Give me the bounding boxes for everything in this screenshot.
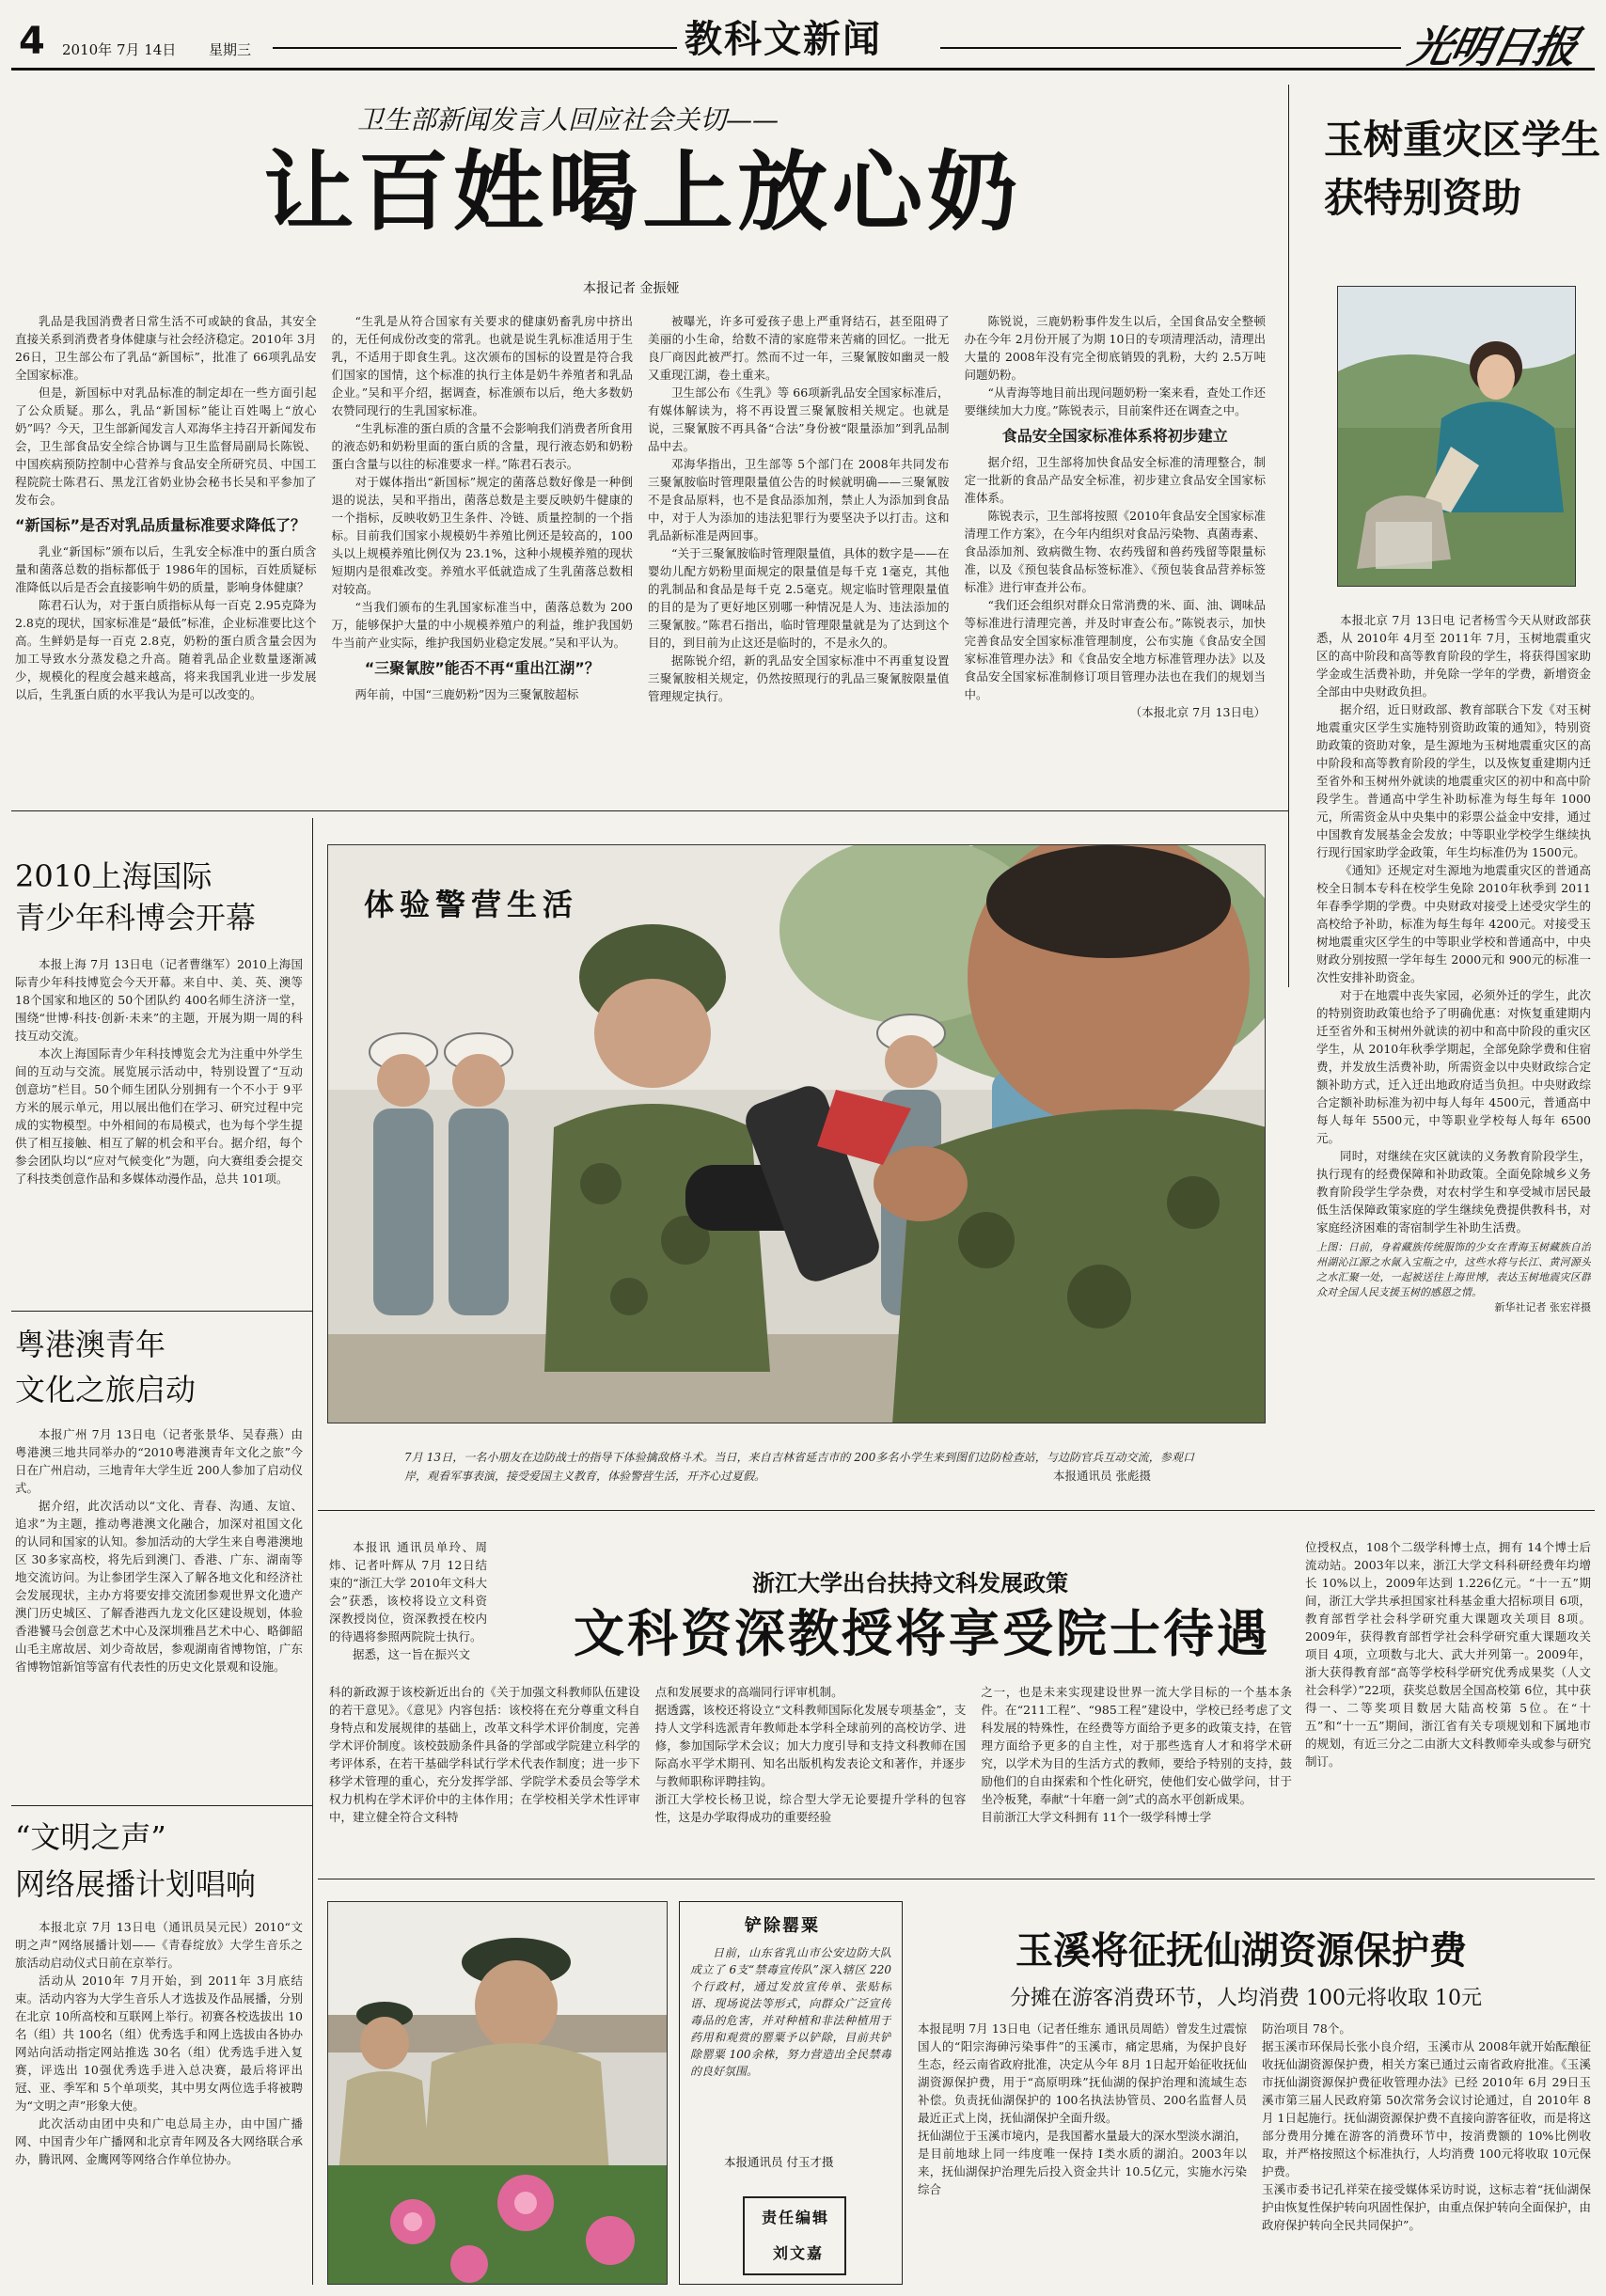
page-number: 4 bbox=[19, 20, 45, 63]
border-photo-illustration bbox=[328, 1902, 668, 2285]
editor-label: 责任编辑 bbox=[762, 2209, 830, 2226]
expo-body bbox=[15, 955, 303, 1305]
milk-paragraph: 但是，新国标中对乳品标准的制定却在一些方面引起了公众质疑。那么，乳品“新国标”能让百姓喝上“放心奶”吗？今天，卫生部新闻发言人邓海华主持召开新闻发布会，卫生部食品安全综合协调与卫生监督局副局长陈锐、中国疾病预防控制中心营养与食品安全所研究员、中国工程院院士陈君石、黑龙江省奶业协会秘书长吴和平参加了发布会。 bbox=[15, 385, 317, 507]
milk-paragraph: 对于媒体指出“新国标”规定的菌落总数好像是一种倒退的说法，吴和平指出，菌落总数是主要反映奶牛健康的一个指标，反映收奶卫生条件、冷链、质量控制的一个指标。目前我们国家小规模奶牛养殖比例还是较高的，100头以上规模养殖比例仅为 23.1%，这种小规模养殖的现状短期内是很难改变。养殖水平低就造成了生乳菌落总数相对较高。 bbox=[331, 475, 633, 596]
milk-paragraph: 卫生部公布《生乳》等 66项新乳品安全国家标准后，有媒体解读为，将不再设置三聚氰胺相关规定。也就是说，三聚氰胺不再具备“合法”身份被“限量添加”到乳品制品中去。 bbox=[648, 385, 950, 453]
zju-column-right: 位授权点，108个二级学科博士点，拥有 14个博士后流动站。2003年以来，浙江大学文科科研经费年均增长 10%以上，2009年达到 1.226亿元。“十一五”期间，浙江大学共承担国家社科基金重大招标项目 6项，教育部哲学社会科学研究重大课题攻关项目 8项。2009年，获得教育部哲学社会科学研究重大课题攻关项目 4项，立项数与北大、武大并列第一。2009年，浙大获得教育部“高等学校科学研究优秀成果奖（人文社会科学）”22项，获奖总数居全国高校第 6位，其中获得一、二等奖项目数居大陆高校第 5位。在“十五”和“十一五”期间，浙江省有关专项规划和下属地市的规划，有近三分之二由浙大文科教师牵头或参与研究制订。 bbox=[1305, 1540, 1591, 1769]
issue-date: 2010年 7月 14日 bbox=[62, 41, 177, 58]
zju-intro bbox=[329, 1538, 487, 1670]
zju-column: 点和发展要求的高端同行评审机制。 据透露，该校还将设立“文科教师国际化发展专项基金”，支持人文学科选派青年教师赴本学科全球前列的高校访学、进修，参加国际学术会议；加大力度引导和支持文科教师在国际高水平学术期刊、知名出版机构发表论文和著作，并逐步与教师职称评聘挂钩。 浙江大学校长杨卫说，综合型大学无论要提升学科的包容性，这是办学取得成功的重要经验 bbox=[654, 1685, 967, 1824]
yushu-photo bbox=[1337, 286, 1576, 587]
police-photo-title: 体验警营生活 bbox=[364, 887, 579, 922]
wenming-headline-1: “文明之声” bbox=[15, 1819, 166, 1855]
yushu-photo-credit: 新华社记者 张宏祥摄 bbox=[1494, 1301, 1591, 1313]
milk-subhead: “三聚氰胺”能否不再“重出江湖”？ bbox=[364, 659, 600, 677]
expo-headline-2: 青少年科博会开幕 bbox=[15, 900, 257, 936]
expo-headline-1: 2010上海国际 bbox=[15, 858, 213, 894]
yushu-headline-1: 玉树重灾区学生 bbox=[1324, 117, 1601, 163]
police-photo bbox=[327, 844, 1266, 1423]
yuxi-headline: 玉溪将征抚仙湖资源保护费 bbox=[1016, 1929, 1467, 1973]
gangao-headline-2: 文化之旅启动 bbox=[15, 1372, 197, 1407]
wenming-paragraph: 本报北京 7月 13日电（通讯员吴元民）2010“文明之声”网络展播计划——《青春绽放》大学生音乐之旅活动启动仪式日前在京举行。 bbox=[15, 1920, 303, 1970]
milk-paragraph: “生乳标准的蛋白质的含量不会影响我们消费者所食用的液态奶和奶粉里面的蛋白质的含量，现行液态奶和奶粉蛋白含量与以往的标准要求一样。”陈君石表示。 bbox=[331, 421, 633, 471]
milk-paragraph: “关于三聚氰胺临时管理限量值，具体的数字是——在婴幼儿配方奶粉里面规定的限量值是每千克 1毫克，其他的乳制品和食品是每千克 2.5毫克。规定临时管理限量值的目的是为了更好地区别哪一种情况是人为、违法添加的三聚氰胺。”陈君石指出，临时管理限量就是为了达到这个目的，到目前为止这还是临时的，不是永久的。 bbox=[648, 546, 950, 650]
editor-name: 刘文嘉 bbox=[773, 2244, 825, 2262]
paper-logo: 光明日报 bbox=[1404, 22, 1582, 72]
yushu-body bbox=[1316, 611, 1591, 1551]
border-police-body: 日前，山东省乳山市公安边防大队成立了 6支“禁毒宣传队”深入辖区 220个行政村，通过发放宣传单、张贴标语、现场说法等形式，向群众广泛宣传毒品的危害，并对种植和非法种植用于药用和观赏的罂粟予以铲除，目前共铲除罂粟 100余株，努力营造出全民禁毒的良好氛围。 bbox=[690, 1946, 891, 2078]
gangao-paragraph: 本报广州 7月 13日电（记者张景华、吴春燕）由粤港澳三地共同举办的“2010粤港澳青年文化之旅”今日在广州启动，三地青年大学生近 200人参加了启动仪式。 bbox=[15, 1427, 303, 1495]
milk-paragraph: 邓海华指出，卫生部等 5个部门在 2008年共同发布三聚氰胺临时管理限量值公告的时候就明确——三聚氰胺不是食品原料，也不是食品添加剂，禁止人为添加到食品中，对于人为添加的违法犯罪行为要坚决予以打击。这和乳品新标准是两回事。 bbox=[648, 457, 950, 543]
section-title: 教科文新闻 bbox=[685, 18, 882, 61]
milk-paragraph: “从青海等地目前出现问题奶粉一案来看，查处工作还要继续加大力度。”陈锐表示，目前案件还在调查之中。 bbox=[964, 385, 1266, 417]
issue-weekday: 星期三 bbox=[209, 41, 252, 58]
expo-paragraph: 本次上海国际青少年科技博览会尤为注重中外学生间的互动与交流。展览展示活动中，特别设置了“互动创意坊”栏目。50个师生团队分别拥有一个不小于 9平方米的展示单元，用以展出他们在学习、研究过程中完成的实物模型。中外相间的布局模式，也为每个学生提供了相互接触、相互了解的机会和平台。据介绍，每个参会团队均以“应对气候变化”为题，向大赛组委会提交了科技类创意作品和多媒体动漫作品，总共 101项。 bbox=[15, 1046, 303, 1186]
milk-paragraph: “我们还会组织对群众日常消费的米、面、油、调味品等标准进行清理完善，并及时审查公布。”陈锐表示，加快完善食品安全国家标准管理制度，公布实施《食品安全国家标准管理办法》和《食品安全地方标准管理办法》以及食品安全国家标准制修订项目管理办法也在我们的规划当中。 bbox=[964, 598, 1266, 701]
yushu-paragraph: 《通知》还规定对生源地为地震重灾区的普通高校全日制本专科在校学生免除 2010年秋季到 2011年春季学期的学费。中央财政对接受上述受灾学生的高校给予补助，标准为每生每年 4200元。对接受玉树地震重灾区学生的中等职业学校和普通高中，中央财政分别按照一学年每生 2000元和 900元的标准一次性安排补助资金。 bbox=[1316, 863, 1591, 984]
border-police-credit: 本报通讯员 付玉才摄 bbox=[724, 2155, 834, 2169]
gangao-paragraph: 据介绍，此次活动以“文化、青春、沟通、友谊、追求”为主题，推动粤港澳文化融合，加深对祖国文化的认同和国家的认知。参加活动的大学生来自粤港澳地区 30多家高校，将先后到澳门、香港、广东、湖南等地交流访问。为让参团学生深入了解各地文化和经济社会发展现状，主办方将要安排交流团参观世界文化遗产澳门历史城区、了解香港西九龙文化区建设规划，体验香港饕马会创意艺术中心及深圳雅昌艺术中心、略御韶山毛主席故居、刘少奇故居，参观湖南省博物馆，广东省博物馆新馆等富有代表性的历史文化景观和设施。 bbox=[15, 1499, 303, 1674]
wenming-paragraph: 此次活动由团中央和广电总局主办，由中国广播网、中国青少年广播网和北京青年网及各大网络联合承办，腾讯网、金鹰网等网络合作单位协办。 bbox=[15, 2116, 303, 2166]
yushu-photo-illustration bbox=[1338, 287, 1576, 587]
zju-paragraph: 本报讯 通讯员单玲、周炜、记者叶辉从 7月 12日结束的“浙江大学 2010年文科大会”获悉，该校将设立文科资深教授岗位，资深教授在校内的待遇将参照两院院士执行。 bbox=[329, 1540, 487, 1643]
wenming-body bbox=[15, 1918, 303, 2287]
zju-paragraph: 据悉，这一旨在振兴文 bbox=[353, 1647, 471, 1661]
milk-paragraph: 乳业“新国标”颁布以后，生乳安全标准中的蛋白质含量和菌落总数的指标都低于 1986年的国标，百姓质疑标准降低以后是否会直接影响牛奶的质量，影响身体健康？ bbox=[15, 544, 317, 594]
police-caption: 7月 13日，一名小朋友在边防战士的指导下体验擒敌格斗术。当日，来自吉林省延吉市的 200多名小学生来到图们边防检查站，与边防官兵互动交流，参观口岸，观看军事表演，接受爱国主义教育，体验警营生活，开齐心过夏假。 bbox=[404, 1451, 1194, 1483]
milk-byline: 本报记者 金振娅 bbox=[583, 281, 680, 296]
milk-paragraph: 陈锐表示，卫生部将按照《2010年食品安全国家标准清理工作方案》，在今年内组织对食品污染物、真菌毒素、食品添加剂、致病微生物、农药残留和兽药残留等限量标准，以及《预包装食品标签标准》、《预包装食品营养标签标准》进行审查并公布。 bbox=[964, 509, 1266, 594]
zju-column: 之一，也是未来实现建设世界一流大学目标的一个基本条件。在“211工程”、“985工程”建设中，学校已经考虑了文科发展的特殊性，在经费等方面给予更多的政策支持，在管理方面给予更多的自主性，对于那些选育人才和将学术研究，以学术为目的生活方式的教师，要给予特别的支持，鼓励他们的自由探索和个性化研究，使他们安心做学问，甘于坐冷板凳，奉献“十年磨一剑”式的高水平创新成果。 目前浙江大学文科拥有 11个一级学科博士学 bbox=[981, 1685, 1292, 1824]
milk-paragraph: 陈锐说，三鹿奶粉事件发生以后，全国食品安全整顿办在今年 2月份开展了为期 10日的专项清理活动，清理出大量的 2008年没有完全彻底销毁的乳粉，大约 2.5万吨问题奶粉。 bbox=[964, 314, 1266, 382]
milk-paragraph: “生乳是从符合国家有关要求的健康奶畜乳房中挤出的，无任何成份改变的常乳。也就是说生乳标准适用于生乳，不适用于即食生乳。这次颁布的国标的设置是符合我们国家的国情，这个标准的执行主体是奶牛养殖者和乳品企业。”吴和平介绍，据调查，标准颁布以后，绝大多数奶农赞同现行的生乳国家标准。 bbox=[331, 314, 633, 417]
zju-body bbox=[329, 1683, 1292, 1871]
gangao-headline-1: 粤港澳青年 bbox=[15, 1327, 166, 1362]
milk-body bbox=[15, 312, 1266, 792]
border-police-photo bbox=[327, 1901, 668, 2285]
yushu-photo-caption: 上图：日前，身着藏族传统服饰的少女在青海玉树藏族自治州湖沁江源之水氤入宝瓶之中，这些水将与长江、黄河源头之水汇聚一处，一起被送往上海世博，表达玉树地震灾区群众对全国人民支援玉树的感恩之情。 bbox=[1316, 1241, 1591, 1298]
expo-paragraph: 本报上海 7月 13日电（记者曹继军）2010上海国际青少年科技博览会今天开幕。来自中、美、英、澳等 18个国家和地区的 50个团队约 400名师生济济一堂，围绕“世博·科技·创新·未来”的主题，开展为期一周的科技互动交流。 bbox=[15, 957, 303, 1043]
zju-column: 科的新政源于该校新近出台的《关于加强文科教师队伍建设的若干意见》。《意见》内容包括：该校将在充分尊重文科自身特点和发展规律的基础上，改革文科学术评价制度，完善学术评价制度。该校鼓励条件具备的学部或学院建立科学的考评体系，在若干基础学科试行学术代表作制度；进一步下移学术管理的重心，充分发挥学部、学院学术委员会等学术权力机构在学术评价中的主体作用；在学校相关学术性评审中，建立健全符合文科特 bbox=[329, 1685, 640, 1824]
milk-paragraph: 陈君石认为，对于蛋白质指标从每一百克 2.95克降为 2.8克的现状，国家标准是“最低”标准，企业标准要比这个高。生鲜奶是每一百克 2.8克，奶粉的蛋白质含量会因为加工导致水分蒸发稳之升高。随着乳品企业数量逐渐减少，规模化的程度会越来越高，将来我国乳业进一步发展以后，生乳蛋白质的水平我认为是可以改变的。 bbox=[15, 598, 317, 701]
milk-dateline: （本报北京 7月 13日电） bbox=[1129, 705, 1266, 719]
milk-subhead: 食品安全国家标准体系将初步建立 bbox=[1001, 427, 1228, 445]
yuxi-subheadline: 分摊在游客消费环节，人均消费 100元将收取 10元 bbox=[1010, 1987, 1482, 2010]
gangao-body bbox=[15, 1425, 303, 1801]
milk-paragraph: 两年前，中国“三鹿奶粉”因为三聚氰胺超标 bbox=[354, 687, 579, 701]
milk-kicker: 卫生部新闻发言人回应社会关切—— bbox=[357, 104, 779, 135]
milk-headline: 让百姓喝上放心奶 bbox=[263, 142, 1022, 243]
wenming-headline-2: 网络展播计划唱响 bbox=[15, 1866, 257, 1902]
yuxi-column: 防治项目 78个。 据玉溪市环保局长张小良介绍，玉溪市从 2008年就开始酝酿征收抚仙湖资源保护费，相关方案已通过云南省政府批准。《玉溪市抚仙湖资源保护费征收管理办法》已经 2010年 6月 29日玉溪市第三届人民政府第 50次常务会议讨论通过，自 2010年 8月 1日起施行。抚仙湖资源保护费不直接向游客征收，而是将这部分费用分摊在游客的消费环节中，按消费额的 10%比例收取，并严格按照这个标准执行，人均消费 100元将收取 10元保护费。 玉溪市委书记孔祥荣在接受媒体采访时说，这标志着“抚仙湖保护由恢复性保护转向巩固性保护，由重点保护转向全面保护，由政府保护转向全民共同保护”。 bbox=[1262, 2021, 1591, 2232]
milk-paragraph: 据陈锐介绍，新的乳品安全国家标准中不再重复设置三聚氰胺相关规定，仍然按照现行的乳品三聚氰胺限量值管理规定执行。 bbox=[648, 653, 950, 703]
milk-paragraph: 乳品是我国消费者日常生活不可或缺的食品，其安全直接关系到消费者身体健康与社会经济稳定。2010年 3月 26日，卫生部公布了乳品“新国标”，批准了 66项乳品安全国家标准。 bbox=[15, 314, 317, 382]
yushu-paragraph: 据介绍，近日财政部、教育部联合下发《对玉树地震重灾区学生实施特别资助政策的通知》，特别资助政策的资助对象，是生源地为玉树地震重灾区的高中阶段和高等教育阶段的学生，以及恢复重建期内迁至省外和玉树州外就读的地震重灾区的初中和高中阶段学生。普通高中学生补助标准为每生每年 1000元，所需资金从中央集中的彩票公益金中安排，通过中国教育发展基金会发放；中等职业学校学生继续执行现行国家助学金政策，年生均标准仍为 1500元。 bbox=[1316, 702, 1591, 859]
yushu-paragraph: 对于在地震中丧失家园，必须外迁的学生，此次的特别资助政策也给予了明确优惠：对恢复重建期内迁至省外和玉树州外就读的初中和高中阶段的重灾区学生，从 2010年秋季学期起，全部免除学费和住宿费，并发放生活费补助，所需资金以中央财政综合定额补助方式，迁入迁出地政府适当负担。中央财政综合定额补助标准为初中每人每年 4500元，普通高中每人每年 5500元，中等职业学校每人每年 6500元。 bbox=[1316, 988, 1591, 1145]
milk-subhead: “新国标”是否对乳品质量标准要求降低了？ bbox=[15, 516, 307, 534]
milk-paragraph: 被曝光，许多可爱孩子患上严重肾结石，甚至阻碍了美丽的小生命，给数不清的家庭带来苦痛的回忆。一批无良厂商因此被严打。然而不过一年，三聚氰胺如幽灵一般又重现江湖，卷土重来。 bbox=[648, 314, 950, 382]
zju-kicker: 浙江大学出台扶持文科发展政策 bbox=[752, 1570, 1068, 1596]
wenming-paragraph: 活动从 2010年 7月开始，到 2011年 3月底结束。活动内容为大学生音乐人才选拔及作品展播，分别在北京 10所高校和互联网上举行。初赛各校选拔出 10名（组）共 100名（组）优秀选手和网上选拔由各协办网站向活动指定网站推选 30名（组）优秀选手进入复赛，评选出 10强优秀选手进入总决赛，最后将评出冠、亚、季军和 5个单项奖，其中男女两位选手将被聘为“文明之声”形象大使。 bbox=[15, 1974, 303, 2113]
police-credit: 本报通讯员 张彪摄 bbox=[1053, 1469, 1151, 1483]
yushu-paragraph: 本报北京 7月 13日电 记者杨雪今天从财政部获悉，从 2010年 4月至 2011年 7月，玉树地震重灾区的高中阶段和高等教育阶段的学生，将获得国家助学金或生活费补助，并免除一学年的学费，新增资金全部由中央财政负担。 bbox=[1316, 613, 1591, 699]
border-police-title: 铲除罂粟 bbox=[745, 1916, 820, 1936]
yushu-paragraph: 同时，对继续在灾区就读的义务教育阶段学生，执行现有的经费保障和补助政策。全面免除城乡义务教育阶段学生学杂费，对农村学生和享受城市居民最低生活保障政策家庭的学生继续免费提供教科书，对家庭经济困难的寄宿制学生补助生活费。 bbox=[1316, 1149, 1591, 1234]
yuxi-body bbox=[918, 2020, 1591, 2287]
zju-headline: 文科资深教授将享受院士待遇 bbox=[574, 1604, 1270, 1663]
milk-paragraph: 据介绍，卫生部将加快食品安全标准的清理整合，制定一批新的食品产品安全标准，初步建立食品安全国家标准体系。 bbox=[964, 455, 1266, 505]
milk-paragraph: “当我们颁布的生乳国家标准当中，菌落总数为 200万，能够保护大量的中小规模养殖户的利益，维护我国奶牛当前产业实际，维护我国奶业稳定发展。”吴和平认为。 bbox=[331, 600, 633, 650]
masthead bbox=[0, 0, 1606, 72]
yuxi-column: 本报昆明 7月 13日电（记者任维东 通讯员周皓）曾发生过震惊国人的“阳宗海砷污染事件”的玉溪市，痛定思痛，为保护良好生态，经云南省政府批准，决定从今年 8月 1日起开始征收抚仙湖资源保护费，用于“高原明珠”抚仙湖的保护治理和流域生态补偿。负责抚仙湖保护的 100名执法协管员、200名监督人员最近正式上岗，抚仙湖保护全面升级。 抚仙湖位于玉溪市境内，是我国蓄水量最大的深水型淡水湖泊，是目前地球上同一纬度唯一保持 I类水质的湖泊。2003年以来，抚仙湖保护治理先后投入资金共计 10.5亿元，实施水污染综合 bbox=[918, 2021, 1248, 2196]
police-photo-illustration bbox=[328, 845, 1266, 1423]
yushu-headline-2: 获特别资助 bbox=[1324, 175, 1522, 221]
